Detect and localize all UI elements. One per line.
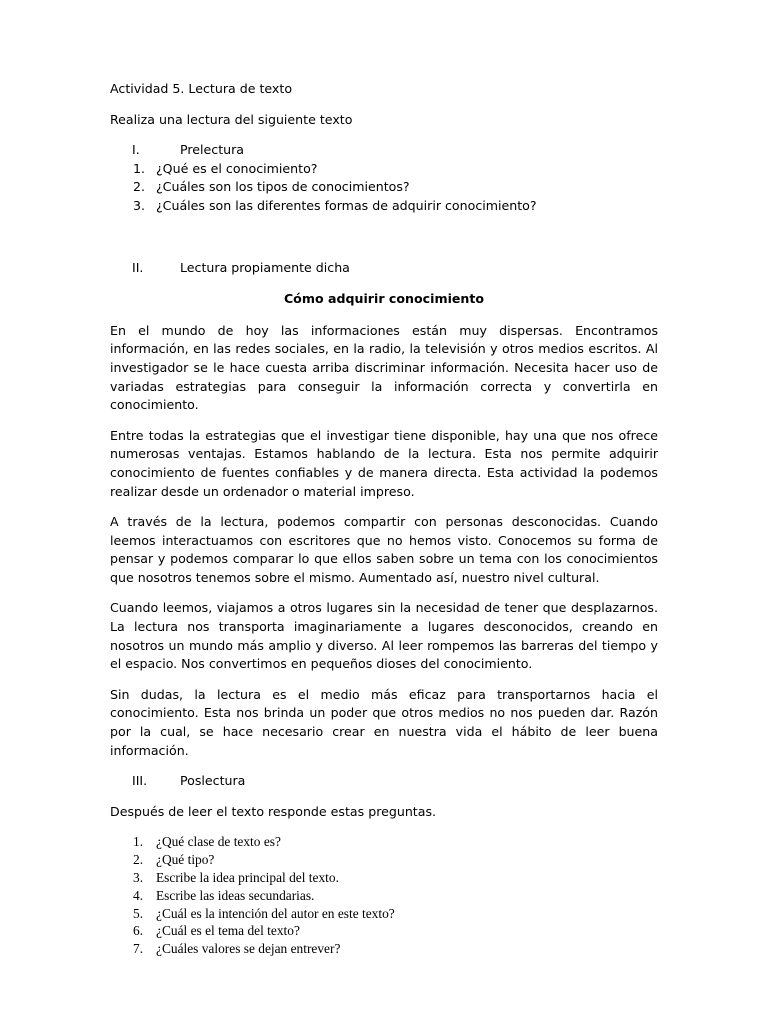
- paragraph: Sin dudas, la lectura es el medio más eficaz para transportarnos hacia el conocimiento. Esta nos brinda un poder que otros medios no nos pueden dar. Razón por la cual, se hace necesario crear en nuestra vida el hábito de leer buena información.: [110, 686, 658, 758]
- list-item: [110, 833, 658, 851]
- section-number: III.: [132, 773, 148, 789]
- section-number: II.: [132, 259, 144, 275]
- list-item-number: 6.: [133, 923, 144, 939]
- paragraph: A través de la lectura, podemos compartir con personas desconocidas. Cuando leemos interactuamos con escritores que no hemos visto. Conocemos su forma de pensar y podemos comparar lo que ellos saben sobre un tema con los conocimientos que nosotros tenemos sobre el mismo. Aumentado así, nuestro nivel cultural.: [110, 514, 658, 585]
- paragraph: Entre todas la estrategias que el investigar tiene disponible, hay una que nos ofrece numerosas ventajas. Estamos hablando de la lectura. Esta nos permite adquirir conocimiento de fuentes confiables y de manera directa. Esta actividad la podemos realizar desde un ordenador o material impreso.: [110, 427, 658, 499]
- list-item-text: Escribe la idea principal del texto.: [156, 870, 339, 885]
- paragraph: Cuando leemos, viajamos a otros lugares sin la necesidad de tener que desplazarnos. La lectura nos transporta imaginariamente a lugares desconocidos, creando en nosotros un mundo más amplio y diverso. Al leer rompemos las barreras del tiempo y el espacio. Nos convertimos en pequeños dioses del conocimiento.: [110, 600, 658, 672]
- list-item-number: 1.: [133, 160, 146, 176]
- section-number: I.: [132, 142, 140, 158]
- activity-title: Actividad 5. Lectura de texto: [110, 81, 293, 96]
- list-item-number: 2.: [133, 179, 146, 195]
- section-label: Poslectura: [180, 773, 246, 789]
- poslectura-question-list: [110, 833, 658, 958]
- list-item: [110, 905, 658, 923]
- list-item-number: 3.: [133, 870, 144, 885]
- section-label: Prelectura: [180, 142, 245, 158]
- list-item-text: Escribe las ideas secundarias.: [156, 887, 315, 903]
- prelectura-question-list: [110, 160, 658, 216]
- list-item-text: ¿Qué tipo?: [156, 852, 215, 868]
- list-item-text: ¿Cuáles valores se dejan entrever?: [156, 941, 341, 957]
- list-item-number: 3.: [133, 197, 146, 213]
- list-item: [110, 869, 658, 887]
- list-item: [110, 197, 658, 216]
- list-item-number: 4.: [133, 887, 144, 903]
- section-prelectura-heading: [110, 141, 658, 160]
- list-item-text: ¿Qué clase de texto es?: [156, 834, 281, 850]
- paragraph: En el mundo de hoy las informaciones están muy dispersas. Encontramos información, en las redes sociales, en la radio, la televisión y otros medios escritos. Al investigador se le hace cuesta arriba discriminar información. Necesita hacer uso de variadas estrategias para conseguir la información correcta y convertirla en conocimiento.: [110, 322, 658, 413]
- list-item-number: 5.: [133, 905, 144, 921]
- list-item: [110, 851, 658, 869]
- list-item-number: 2.: [133, 852, 144, 868]
- poslectura-instruction: Después de leer el texto responde estas preguntas.: [110, 803, 437, 819]
- section-poslectura-heading: [110, 772, 658, 791]
- list-item-text: ¿Cuáles son las diferentes formas de adquirir conocimiento?: [156, 197, 537, 213]
- list-item-number: 7.: [133, 941, 144, 957]
- blank-space: [110, 216, 658, 259]
- text-title: Cómo adquirir conocimiento: [283, 291, 485, 307]
- reading-instruction: Realiza una lectura del siguiente texto: [110, 111, 353, 127]
- section-lectura-heading: [110, 259, 658, 278]
- list-item: [110, 940, 658, 958]
- list-item: [110, 887, 658, 905]
- list-item: [110, 922, 658, 940]
- list-item: [110, 178, 658, 197]
- list-item-text: ¿Cuáles son los tipos de conocimientos?: [156, 179, 410, 195]
- list-item-number: 1.: [133, 834, 144, 850]
- list-item-text: ¿Cuál es la intención del autor en este texto?: [156, 905, 395, 921]
- list-item-text: ¿Qué es el conocimiento?: [156, 160, 318, 176]
- list-item-text: ¿Cuál es el tema del texto?: [156, 923, 300, 939]
- list-item: [110, 160, 658, 179]
- document-page: [110, 80, 658, 958]
- section-label: Lectura propiamente dicha: [180, 259, 350, 275]
